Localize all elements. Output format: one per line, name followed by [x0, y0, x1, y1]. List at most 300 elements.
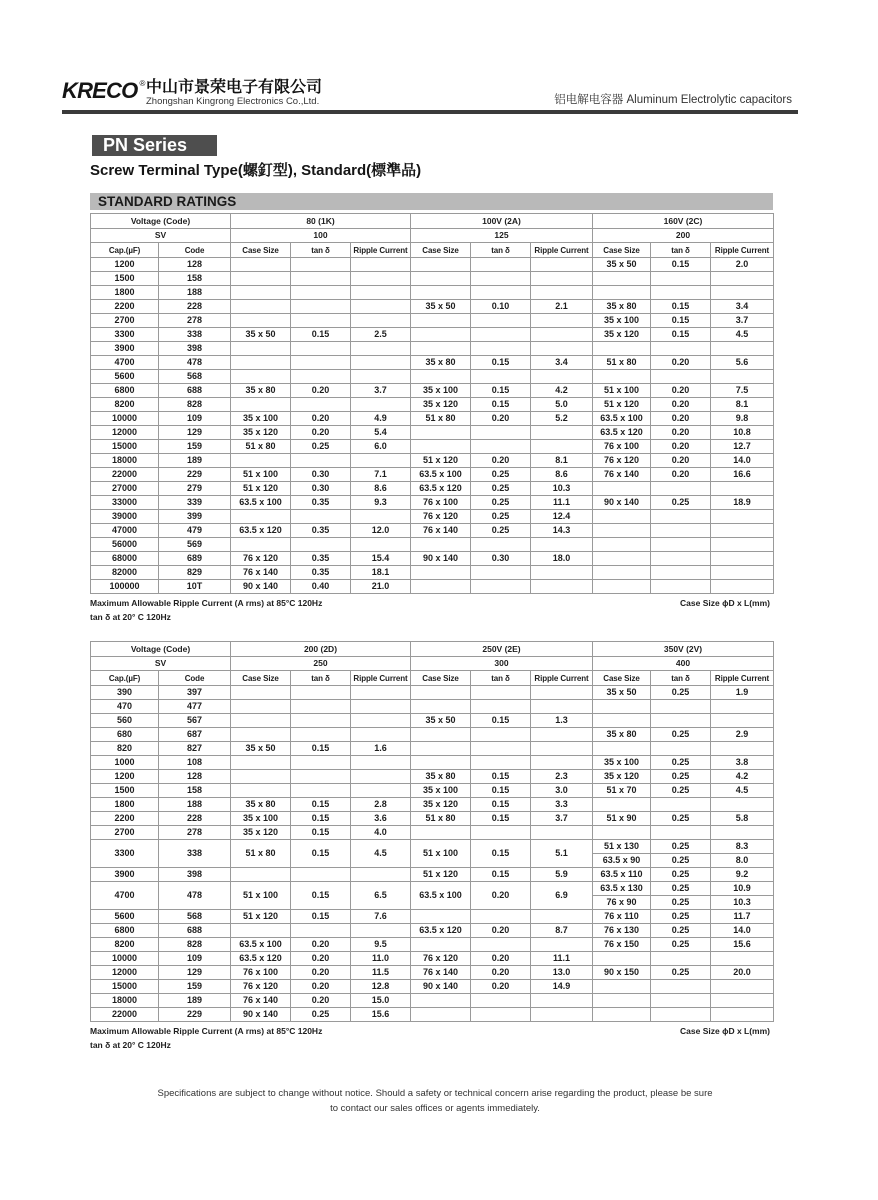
empty-cell	[531, 426, 593, 440]
ripple-current-cell: 12.0	[351, 524, 411, 538]
case-size-note: Case Size ϕD x L(mm)	[680, 1026, 770, 1036]
ripple-current-cell: 2.0	[711, 258, 774, 272]
tan-delta-cell: 0.15	[471, 784, 531, 798]
code-cell: 568	[159, 370, 231, 384]
table-row	[91, 524, 774, 538]
empty-cell	[711, 524, 774, 538]
column-header-row	[91, 243, 774, 258]
empty-cell	[531, 728, 593, 742]
empty-cell	[593, 482, 651, 496]
tan-delta-cell: 0.20	[471, 412, 531, 426]
ripple-current-cell: 3.4	[711, 300, 774, 314]
empty-cell	[291, 272, 351, 286]
tan-delta-cell: 0.15	[471, 770, 531, 784]
case-size-cell: 76 x 100	[593, 440, 651, 454]
ripple-current-cell: 4.9	[351, 412, 411, 426]
capacitance-cell: 3900	[91, 868, 159, 882]
table-row	[91, 482, 774, 496]
table-row	[91, 952, 774, 966]
case-size-cell: 35 x 100	[231, 412, 291, 426]
voltage-header-row	[91, 642, 774, 657]
empty-cell	[593, 580, 651, 594]
case-size-cell: 35 x 100	[231, 812, 291, 826]
ripple-current-cell: 20.0	[711, 966, 774, 980]
tan-delta-cell: 0.20	[291, 938, 351, 952]
table-notes	[90, 596, 773, 624]
empty-cell	[291, 770, 351, 784]
case-size-cell: 35 x 80	[593, 728, 651, 742]
empty-cell	[351, 398, 411, 412]
case-size-cell: 51 x 130	[593, 840, 651, 854]
code-cell: 279	[159, 482, 231, 496]
empty-cell	[651, 700, 711, 714]
empty-cell	[411, 700, 471, 714]
tan-delta-cell: 0.30	[471, 552, 531, 566]
capacitance-cell: 2700	[91, 314, 159, 328]
tan-delta-cell: 0.20	[651, 454, 711, 468]
case-size-cell: 63.5 x 120	[231, 952, 291, 966]
ripple-current-cell: 10.3	[711, 896, 774, 910]
empty-cell	[711, 994, 774, 1008]
code-cell: 687	[159, 728, 231, 742]
ripple-current-cell: 5.8	[711, 812, 774, 826]
table-row	[91, 1008, 774, 1022]
table-row	[91, 538, 774, 552]
case-size-cell: 35 x 80	[231, 384, 291, 398]
case-size-cell: 76 x 100	[411, 496, 471, 510]
empty-cell	[411, 272, 471, 286]
empty-cell	[291, 356, 351, 370]
ripple-current-cell: 6.0	[351, 440, 411, 454]
empty-cell	[291, 398, 351, 412]
ripple-current-column-header: Ripple Current	[351, 243, 411, 258]
tan-delta-cell: 0.15	[471, 398, 531, 412]
ripple-current-cell: 7.6	[351, 910, 411, 924]
capacitance-cell: 820	[91, 742, 159, 756]
tan-delta-cell: 0.20	[651, 412, 711, 426]
capacitance-cell: 12000	[91, 966, 159, 980]
empty-cell	[531, 342, 593, 356]
empty-cell	[411, 426, 471, 440]
empty-cell	[411, 728, 471, 742]
empty-cell	[593, 952, 651, 966]
code-cell: 278	[159, 826, 231, 840]
table-row	[91, 728, 774, 742]
empty-cell	[531, 826, 593, 840]
code-cell: 159	[159, 980, 231, 994]
table-row	[91, 258, 774, 272]
empty-cell	[291, 258, 351, 272]
code-cell: 567	[159, 714, 231, 728]
case-size-cell: 76 x 90	[593, 896, 651, 910]
tan-delta-cell: 0.10	[471, 300, 531, 314]
ripple-current-note: Maximum Allowable Ripple Current (A rms) at 85°C 120Hz	[90, 598, 323, 608]
empty-cell	[711, 714, 774, 728]
empty-cell	[471, 370, 531, 384]
empty-cell	[231, 686, 291, 700]
voltage-code-header: 350V (2V)	[593, 642, 774, 657]
table-row	[91, 784, 774, 798]
tan-delta-cell: 0.15	[471, 798, 531, 812]
ripple-current-cell: 14.9	[531, 980, 593, 994]
table-row	[91, 770, 774, 784]
empty-cell	[231, 714, 291, 728]
capacitance-cell: 56000	[91, 538, 159, 552]
ripple-current-cell: 3.7	[531, 812, 593, 826]
tan-delta-cell: 0.25	[651, 756, 711, 770]
company-name-english: Zhongshan Kingrong Electronics Co.,Ltd.	[146, 96, 320, 107]
code-cell: 828	[159, 398, 231, 412]
empty-cell	[291, 286, 351, 300]
empty-cell	[411, 286, 471, 300]
tan-delta-cell: 0.30	[291, 482, 351, 496]
tan-delta-cell: 0.20	[651, 468, 711, 482]
empty-cell	[593, 552, 651, 566]
empty-cell	[471, 756, 531, 770]
ripple-current-cell: 11.1	[531, 952, 593, 966]
voltage-code-header: 200 (2D)	[231, 642, 411, 657]
case-size-cell: 35 x 80	[411, 770, 471, 784]
code-cell: 829	[159, 566, 231, 580]
ripple-current-cell: 14.0	[711, 924, 774, 938]
empty-cell	[531, 328, 593, 342]
case-size-note: Case Size ϕD x L(mm)	[680, 598, 770, 608]
tan-delta-cell: 0.25	[651, 854, 711, 868]
tan-delta-cell: 0.35	[291, 524, 351, 538]
ripple-current-cell: 6.9	[531, 882, 593, 910]
empty-cell	[231, 728, 291, 742]
case-size-column-header: Case Size	[231, 243, 291, 258]
empty-cell	[411, 440, 471, 454]
table-row	[91, 328, 774, 342]
case-size-cell: 76 x 140	[411, 524, 471, 538]
tan-delta-cell: 0.20	[651, 384, 711, 398]
table-row	[91, 272, 774, 286]
case-size-cell: 35 x 100	[593, 756, 651, 770]
code-cell: 398	[159, 868, 231, 882]
capacitance-cell: 100000	[91, 580, 159, 594]
empty-cell	[531, 370, 593, 384]
ripple-current-column-header: Ripple Current	[531, 243, 593, 258]
empty-cell	[531, 910, 593, 924]
tan-delta-cell: 0.20	[651, 356, 711, 370]
case-size-cell: 51 x 120	[231, 910, 291, 924]
empty-cell	[593, 538, 651, 552]
tan-delta-cell: 0.25	[651, 686, 711, 700]
ripple-current-cell: 4.5	[711, 328, 774, 342]
tan-delta-cell: 0.25	[651, 938, 711, 952]
tan-delta-cell: 0.20	[651, 440, 711, 454]
capacitance-cell: 5600	[91, 910, 159, 924]
empty-cell	[471, 566, 531, 580]
table-header	[91, 642, 774, 686]
code-cell: 479	[159, 524, 231, 538]
empty-cell	[351, 538, 411, 552]
table-row	[91, 700, 774, 714]
empty-cell	[411, 566, 471, 580]
empty-cell	[711, 482, 774, 496]
table-row	[91, 686, 774, 700]
empty-cell	[651, 980, 711, 994]
sv-value-header: 125	[411, 229, 593, 243]
case-size-cell: 51 x 80	[231, 440, 291, 454]
cap-column-header: Cap.(µF)	[91, 671, 159, 686]
ripple-current-cell: 3.8	[711, 756, 774, 770]
case-size-column-header: Case Size	[231, 671, 291, 686]
empty-cell	[291, 342, 351, 356]
empty-cell	[711, 566, 774, 580]
empty-cell	[531, 272, 593, 286]
ripple-current-cell: 15.4	[351, 552, 411, 566]
table-row	[91, 826, 774, 840]
ripple-current-cell: 1.3	[531, 714, 593, 728]
case-size-column-header: Case Size	[411, 671, 471, 686]
capacitance-cell: 390	[91, 686, 159, 700]
ripple-current-cell: 21.0	[351, 580, 411, 594]
empty-cell	[231, 510, 291, 524]
case-size-cell: 63.5 x 120	[231, 524, 291, 538]
empty-cell	[711, 980, 774, 994]
tan-delta-cell: 0.25	[651, 966, 711, 980]
empty-cell	[593, 714, 651, 728]
empty-cell	[291, 686, 351, 700]
ripple-current-column-header: Ripple Current	[531, 671, 593, 686]
tan-delta-cell: 0.20	[291, 994, 351, 1008]
empty-cell	[711, 798, 774, 812]
case-size-cell: 35 x 120	[593, 770, 651, 784]
section-title: STANDARD RATINGS	[90, 193, 773, 210]
disclaimer	[90, 1086, 780, 1116]
empty-cell	[291, 300, 351, 314]
empty-cell	[351, 272, 411, 286]
case-size-cell: 35 x 120	[411, 398, 471, 412]
tan-delta-cell: 0.15	[651, 258, 711, 272]
series-badge: PN Series	[92, 135, 217, 156]
ripple-current-cell: 9.5	[351, 938, 411, 952]
ripple-current-cell: 6.5	[351, 882, 411, 910]
capacitance-cell: 8200	[91, 398, 159, 412]
tan-delta-cell: 0.25	[651, 728, 711, 742]
company-logo	[62, 78, 145, 104]
tan-delta-cell: 0.25	[291, 1008, 351, 1022]
empty-cell	[231, 272, 291, 286]
code-cell: 688	[159, 924, 231, 938]
ripple-current-cell: 8.7	[531, 924, 593, 938]
capacitance-cell: 68000	[91, 552, 159, 566]
case-size-cell: 76 x 150	[593, 938, 651, 952]
empty-cell	[531, 538, 593, 552]
empty-cell	[291, 454, 351, 468]
case-size-cell: 35 x 50	[231, 742, 291, 756]
empty-cell	[531, 314, 593, 328]
table-row	[91, 742, 774, 756]
empty-cell	[411, 314, 471, 328]
ripple-current-cell: 3.4	[531, 356, 593, 370]
sv-label: SV	[91, 229, 231, 243]
header-divider	[62, 110, 798, 114]
capacitance-cell: 1200	[91, 258, 159, 272]
empty-cell	[593, 1008, 651, 1022]
empty-cell	[291, 314, 351, 328]
empty-cell	[711, 510, 774, 524]
case-size-cell: 51 x 80	[593, 356, 651, 370]
capacitance-cell: 15000	[91, 440, 159, 454]
empty-cell	[351, 356, 411, 370]
case-size-cell: 51 x 70	[593, 784, 651, 798]
empty-cell	[531, 700, 593, 714]
disclaimer-line: Specifications are subject to change without notice. Should a safety or technical concern arise regarding the product, please be sure	[157, 1088, 713, 1099]
code-cell: 109	[159, 952, 231, 966]
empty-cell	[531, 1008, 593, 1022]
empty-cell	[531, 258, 593, 272]
empty-cell	[471, 426, 531, 440]
empty-cell	[651, 342, 711, 356]
tan-delta-cell: 0.25	[651, 840, 711, 854]
case-size-cell: 51 x 100	[231, 468, 291, 482]
case-size-cell: 90 x 140	[231, 1008, 291, 1022]
code-cell: 129	[159, 966, 231, 980]
sv-value-header: 200	[593, 229, 774, 243]
ripple-current-cell: 8.1	[711, 398, 774, 412]
code-cell: 397	[159, 686, 231, 700]
voltage-code-header: 100V (2A)	[411, 214, 593, 229]
tan-delta-cell: 0.15	[291, 328, 351, 342]
case-size-cell: 76 x 120	[231, 552, 291, 566]
empty-cell	[351, 342, 411, 356]
capacitance-cell: 1800	[91, 286, 159, 300]
tan-delta-cell: 0.15	[291, 826, 351, 840]
capacitance-cell: 12000	[91, 426, 159, 440]
empty-cell	[651, 552, 711, 566]
empty-cell	[651, 742, 711, 756]
empty-cell	[593, 826, 651, 840]
code-cell: 109	[159, 412, 231, 426]
empty-cell	[231, 784, 291, 798]
table-row	[91, 980, 774, 994]
empty-cell	[411, 756, 471, 770]
table-row	[91, 882, 774, 896]
code-cell: 158	[159, 784, 231, 798]
empty-cell	[593, 994, 651, 1008]
sv-value-header: 100	[231, 229, 411, 243]
ripple-current-cell: 8.0	[711, 854, 774, 868]
empty-cell	[291, 538, 351, 552]
tan-delta-cell: 0.25	[651, 812, 711, 826]
test-conditions	[90, 1024, 322, 1052]
code-cell: 477	[159, 700, 231, 714]
tan-delta-cell: 0.40	[291, 580, 351, 594]
empty-cell	[593, 798, 651, 812]
capacitance-cell: 5600	[91, 370, 159, 384]
capacitance-cell: 2700	[91, 826, 159, 840]
empty-cell	[291, 510, 351, 524]
empty-cell	[593, 980, 651, 994]
logo-wordmark: KRECO	[62, 78, 138, 103]
empty-cell	[231, 314, 291, 328]
ripple-current-cell: 18.9	[711, 496, 774, 510]
empty-cell	[291, 370, 351, 384]
case-size-cell: 90 x 140	[411, 552, 471, 566]
product-category	[554, 93, 792, 107]
code-cell: 188	[159, 798, 231, 812]
case-size-cell: 63.5 x 120	[411, 924, 471, 938]
registered-mark: ®	[139, 79, 146, 88]
empty-cell	[711, 580, 774, 594]
empty-cell	[351, 770, 411, 784]
capacitance-cell: 6800	[91, 924, 159, 938]
empty-cell	[531, 286, 593, 300]
tan-delta-cell: 0.20	[291, 980, 351, 994]
case-size-cell: 35 x 120	[593, 328, 651, 342]
capacitance-cell: 8200	[91, 938, 159, 952]
capacitance-cell: 2200	[91, 812, 159, 826]
capacitance-cell: 560	[91, 714, 159, 728]
empty-cell	[231, 356, 291, 370]
tan-delta-cell: 0.15	[291, 742, 351, 756]
case-size-cell: 35 x 120	[411, 798, 471, 812]
tan-delta-cell: 0.25	[651, 496, 711, 510]
empty-cell	[231, 258, 291, 272]
case-size-cell: 63.5 x 100	[593, 412, 651, 426]
case-size-cell: 51 x 100	[411, 840, 471, 868]
voltage-code-label: Voltage (Code)	[91, 214, 231, 229]
code-cell: 159	[159, 440, 231, 454]
case-size-cell: 76 x 100	[231, 966, 291, 980]
table-row	[91, 384, 774, 398]
code-cell: 189	[159, 994, 231, 1008]
tan-delta-cell: 0.20	[291, 966, 351, 980]
case-size-cell: 76 x 140	[231, 994, 291, 1008]
ripple-current-cell: 5.1	[531, 840, 593, 868]
ripple-current-cell: 11.1	[531, 496, 593, 510]
case-size-cell: 76 x 120	[593, 454, 651, 468]
table-row	[91, 910, 774, 924]
tan-delta-cell: 0.15	[291, 812, 351, 826]
empty-cell	[351, 756, 411, 770]
tan-delta-cell: 0.20	[651, 426, 711, 440]
tan-delta-column-header: tan δ	[471, 243, 531, 258]
empty-cell	[711, 342, 774, 356]
ripple-current-cell: 1.9	[711, 686, 774, 700]
capacitance-cell: 1000	[91, 756, 159, 770]
code-column-header: Code	[159, 671, 231, 686]
code-cell: 228	[159, 300, 231, 314]
case-size-cell: 63.5 x 100	[231, 496, 291, 510]
empty-cell	[651, 524, 711, 538]
empty-cell	[471, 938, 531, 952]
ripple-current-cell: 2.3	[531, 770, 593, 784]
tan-delta-cell: 0.35	[291, 566, 351, 580]
empty-cell	[471, 342, 531, 356]
empty-cell	[291, 700, 351, 714]
tan-delta-note: tan δ at 20° C 120Hz	[90, 1040, 171, 1050]
table-row	[91, 840, 774, 854]
empty-cell	[231, 700, 291, 714]
empty-cell	[471, 328, 531, 342]
ripple-current-cell: 8.6	[531, 468, 593, 482]
case-size-cell: 76 x 140	[411, 966, 471, 980]
table-header	[91, 214, 774, 258]
tan-delta-cell: 0.20	[471, 454, 531, 468]
case-size-cell: 51 x 120	[231, 482, 291, 496]
ripple-current-cell: 15.6	[711, 938, 774, 952]
tan-delta-cell: 0.35	[291, 496, 351, 510]
tan-delta-cell: 0.20	[291, 426, 351, 440]
tan-delta-column-header: tan δ	[471, 671, 531, 686]
sv-value-header: 400	[593, 657, 774, 671]
empty-cell	[531, 756, 593, 770]
code-cell: 189	[159, 454, 231, 468]
